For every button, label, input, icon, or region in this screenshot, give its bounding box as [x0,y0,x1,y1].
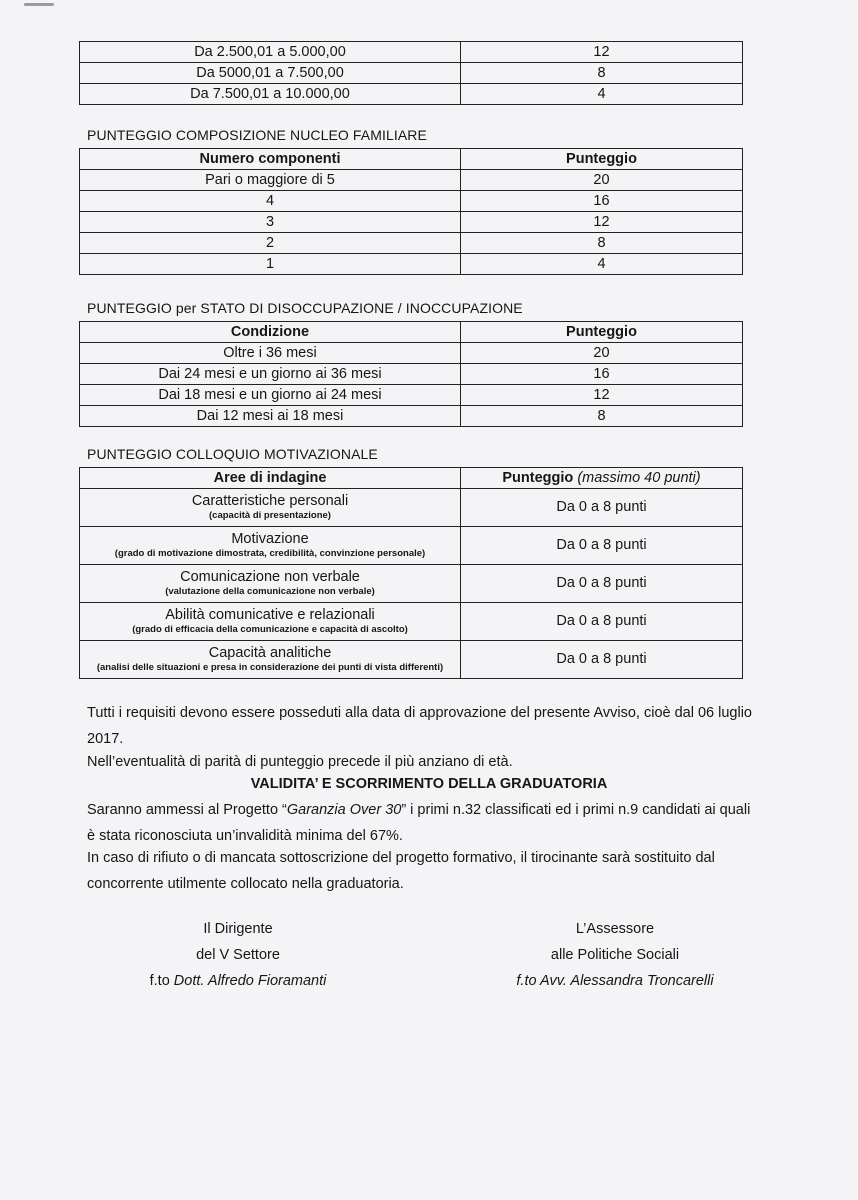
area-label: Comunicazione non verbale [180,569,360,585]
requirements-paragraph: Tutti i requisiti devono essere posseduti alla data di approvazione del presente Avviso, cioè dal 06 luglio 2017. [87,705,752,747]
column-header: Numero componenti [80,149,461,170]
tie-rule-paragraph: Nell’eventualità di parità di punteggio precede il più anziano di età. [87,754,513,770]
area-cell [80,603,461,641]
family-score-cell: 16 [461,191,743,212]
signatory-role: Il Dirigente [203,921,273,937]
area-note: (analisi delle situazioni e presa in considerazione dei punti di vista differenti) [96,662,444,673]
income-score-cell: 4 [461,84,743,105]
income-range-cell: Da 2.500,01 a 5.000,00 [80,42,461,63]
table-row [80,385,743,406]
area-note: (grado di motivazione dimostrata, credibilità, convinzione personale) [114,548,426,559]
table-row [80,170,743,191]
area-score-cell: Da 0 a 8 punti [461,489,743,527]
table-row [80,641,743,679]
signature-left [118,916,358,994]
income-score-table [79,41,743,105]
staple-mark [24,3,54,6]
table-row [80,565,743,603]
condition-cell: Dai 18 mesi e un giorno ai 24 mesi [80,385,461,406]
area-score-cell: Da 0 a 8 punti [461,565,743,603]
family-score-cell: 4 [461,254,743,275]
table-row [80,191,743,212]
condition-score-cell: 16 [461,364,743,385]
table-row [80,406,743,427]
family-size-cell: 4 [80,191,461,212]
family-score-cell: 8 [461,233,743,254]
area-cell [80,565,461,603]
signatory-role: L’Assessore [575,921,655,937]
unemployment-score-table [79,321,743,427]
area-note: (grado di efficacia della comunicazione e capacità di ascolto) [132,624,408,635]
table-header-row [80,322,743,343]
family-score-table [79,148,743,275]
score-header-note: (massimo 40 punti) [577,469,701,486]
area-label: Capacità analitiche [208,645,332,661]
table-row [80,364,743,385]
signatory-department: del V Settore [196,947,280,963]
family-score-cell: 12 [461,212,743,233]
area-score-cell: Da 0 a 8 punti [461,603,743,641]
family-score-cell: 20 [461,170,743,191]
table-row [80,63,743,84]
area-label: Motivazione [231,531,309,547]
column-header: Punteggio [461,149,743,170]
area-note: (capacità di presentazione) [209,510,331,521]
family-size-cell: 2 [80,233,461,254]
table-row [80,84,743,105]
family-section-title: PUNTEGGIO COMPOSIZIONE NUCLEO FAMILIARE [87,127,427,143]
table-row [80,233,743,254]
income-score-cell: 8 [461,63,743,84]
condition-score-cell: 8 [461,406,743,427]
column-header: Aree di indagine [80,468,461,489]
table-row [80,254,743,275]
area-score-cell: Da 0 a 8 punti [461,641,743,679]
family-size-cell: 3 [80,212,461,233]
income-range-cell: Da 5000,01 a 7.500,00 [80,63,461,84]
score-header-label: Punteggio [502,469,574,486]
table-row [80,42,743,63]
signatory-name: f.to Avv. Alessandra Troncarelli [516,973,714,989]
interview-section-title: PUNTEGGIO COLLOQUIO MOTIVAZIONALE [87,446,378,462]
table-row [80,343,743,364]
signatory-name: f.to Dott. Alfredo Fioramanti [149,973,327,989]
area-label: Abilità comunicative e relazionali [165,607,375,623]
admission-text-start: Saranno ammessi al Progetto “ [87,802,287,818]
area-cell [80,641,461,679]
table-header-row [80,149,743,170]
ranking-heading: VALIDITA’ E SCORRIMENTO DELLA GRADUATORIA [250,776,608,792]
area-score-cell: Da 0 a 8 punti [461,527,743,565]
income-score-cell: 12 [461,42,743,63]
condition-score-cell: 12 [461,385,743,406]
area-label: Caratteristiche personali [191,493,349,509]
income-range-cell: Da 7.500,01 a 10.000,00 [80,84,461,105]
area-cell [80,489,461,527]
table-header-row [80,468,743,489]
table-row [80,603,743,641]
area-note: (valutazione della comunicazione non verbale) [165,586,375,597]
family-size-cell: 1 [80,254,461,275]
replacement-paragraph: In caso di rifiuto o di mancata sottoscrizione del progetto formativo, il tirocinante sarà sostituito dal concorrente utilmente collocato nella graduatoria. [87,850,715,892]
table-row [80,527,743,565]
family-size-cell: Pari o maggiore di 5 [80,170,461,191]
project-name: Garanzia Over 30 [286,802,402,818]
condition-cell: Dai 24 mesi e un giorno ai 36 mesi [80,364,461,385]
condition-cell: Dai 12 mesi ai 18 mesi [80,406,461,427]
area-cell [80,527,461,565]
column-header [461,468,743,489]
condition-score-cell: 20 [461,343,743,364]
interview-score-table [79,467,743,679]
condition-cell: Oltre i 36 mesi [80,343,461,364]
unemployment-section-title: PUNTEGGIO per STATO DI DISOCCUPAZIONE / INOCCUPAZIONE [87,300,523,316]
signature-right [470,916,760,994]
table-row [80,489,743,527]
admission-text-end: ” i primi n.32 classificati ed i primi n.9 candidati ai quali è stata riconosciuta un’invalidità minima del 67%. [87,802,751,844]
table-row [80,212,743,233]
column-header: Punteggio [461,322,743,343]
column-header: Condizione [80,322,461,343]
admission-paragraph [87,797,757,849]
signatory-department: alle Politiche Sociali [550,947,680,963]
